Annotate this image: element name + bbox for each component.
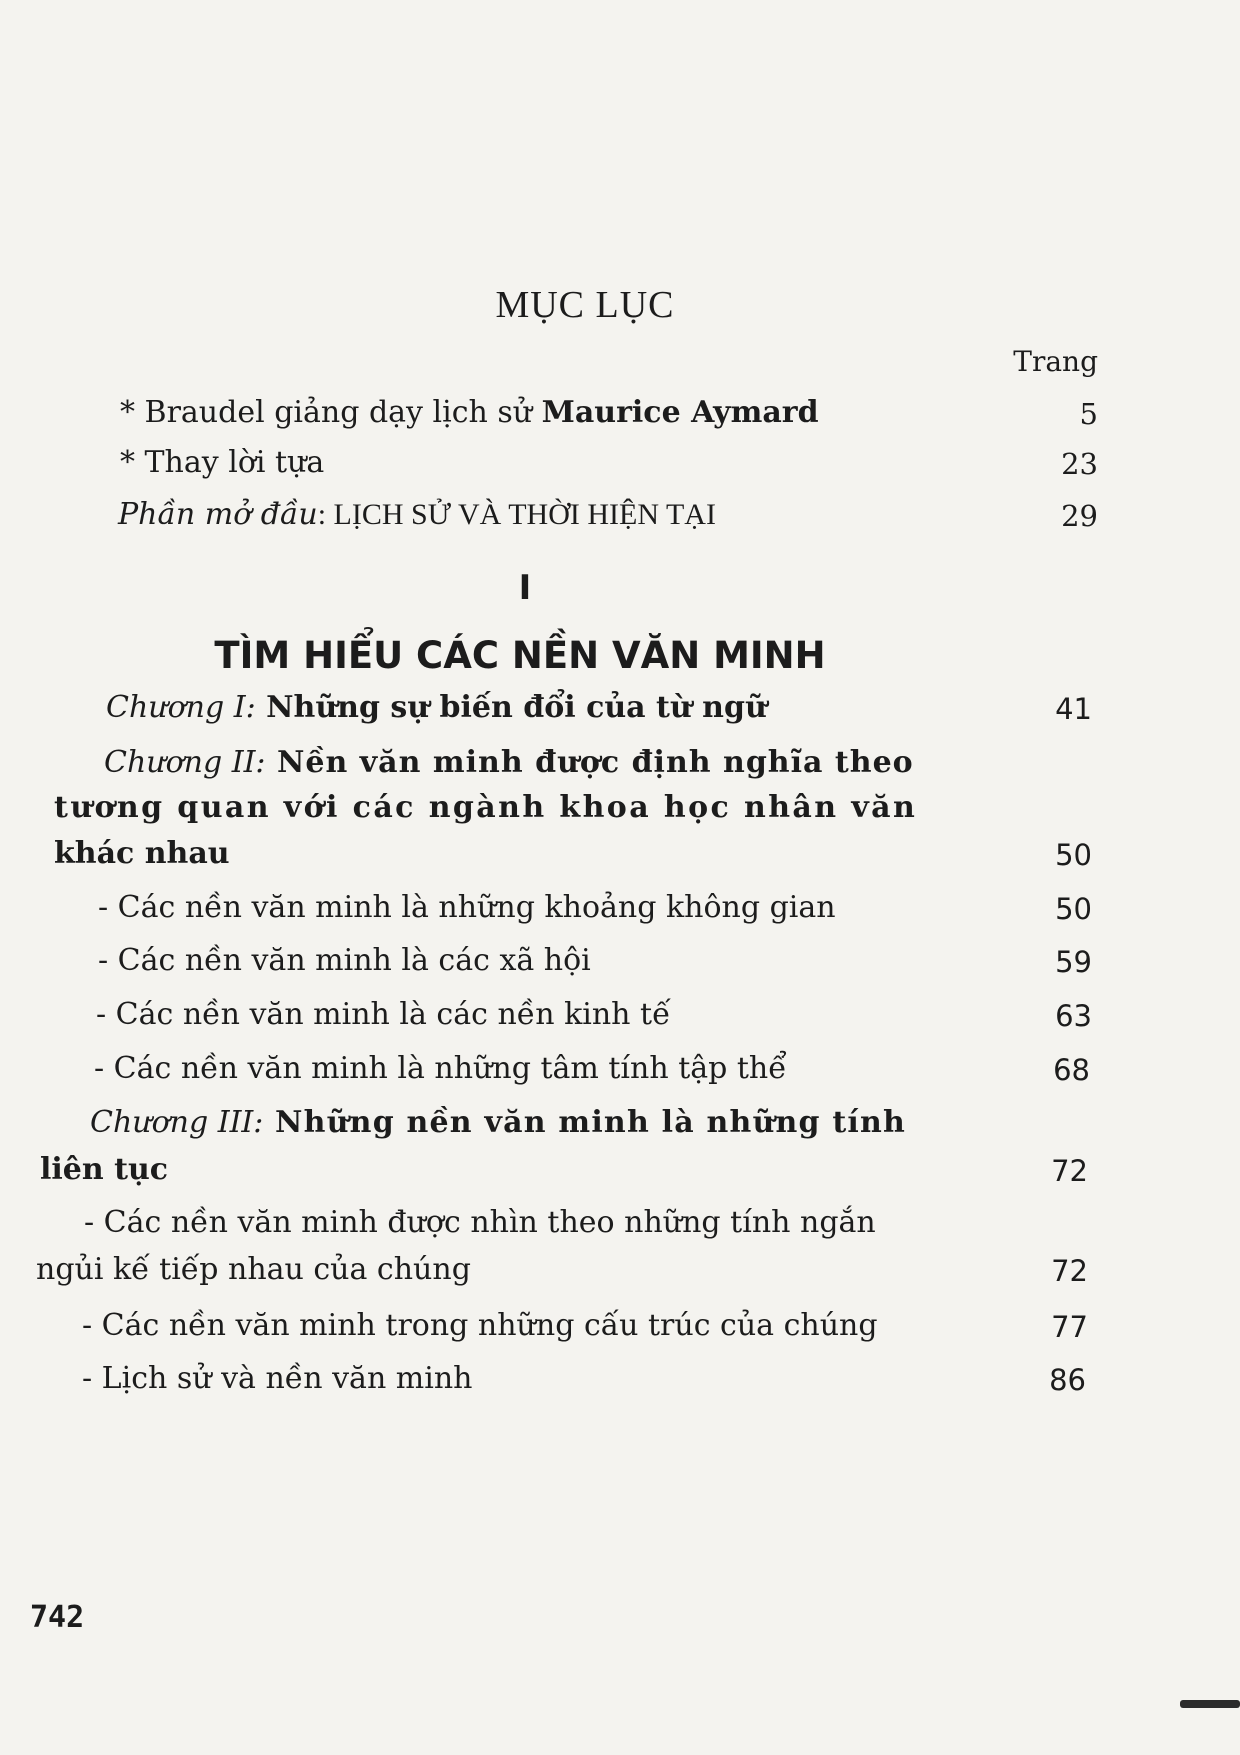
toc-chapter-3-line2 (0, 1152, 1240, 1196)
section-text-cont: ngủi kế tiếp nhau của chúng (36, 1252, 471, 1287)
toc-entry-page: 29 (1061, 499, 1098, 533)
page-folio: 742 (30, 1600, 85, 1635)
scan-smudge (1180, 1700, 1240, 1708)
section-page: 68 (1053, 1053, 1090, 1087)
toc-section-cont (0, 1252, 1240, 1296)
toc-chapter-1[interactable] (0, 690, 1240, 734)
section-text: - Các nền văn minh là những tâm tính tập thể (94, 1051, 787, 1086)
section-page: 72 (1051, 1254, 1088, 1288)
chapter-2-page: 50 (1055, 838, 1092, 872)
section-page: 63 (1055, 999, 1092, 1033)
chapter-1-text: Chương I: Những sự biến đổi của từ ngữ (106, 690, 767, 725)
page-column-header: Trang (1013, 345, 1098, 378)
toc-entry[interactable] (0, 395, 1240, 439)
chapter-3-text-end: liên tục (40, 1152, 169, 1187)
chapter-2-text-cont: tương quan với các ngành khoa học nhân văn (54, 790, 918, 825)
section-text: - Các nền văn minh là các xã hội (98, 943, 591, 978)
section-text: - Các nền văn minh là các nền kinh tế (96, 997, 671, 1032)
chapter-3-text: Chương III: Những nền văn minh là những tính (90, 1105, 907, 1140)
toc-section[interactable] (0, 1205, 1240, 1249)
section-page: 86 (1049, 1363, 1086, 1397)
toc-chapter-2-line3 (0, 836, 1240, 880)
toc-entry-text: * Thay lời tựa (120, 445, 325, 480)
toc-entry[interactable] (0, 497, 1240, 541)
part-title: TÌM HIỂU CÁC NỀN VĂN MINH (214, 634, 826, 677)
toc-entry-text: Phần mở đầu: LỊCH SỬ VÀ THỜI HIỆN TẠI (118, 497, 716, 532)
section-page: 77 (1051, 1310, 1088, 1344)
section-page: 59 (1055, 945, 1092, 979)
section-text: - Lịch sử và nền văn minh (82, 1361, 473, 1396)
part-number: I (518, 568, 532, 608)
toc-section[interactable] (0, 1361, 1240, 1405)
toc-section[interactable] (0, 943, 1240, 987)
toc-chapter-3-line1[interactable] (0, 1105, 1240, 1149)
toc-section[interactable] (0, 997, 1240, 1041)
toc-section[interactable] (0, 1051, 1240, 1095)
section-page: 50 (1055, 892, 1092, 926)
toc-entry-page: 23 (1061, 447, 1098, 481)
section-text: - Các nền văn minh trong những cấu trúc của chúng (82, 1308, 878, 1343)
chapter-2-text-end: khác nhau (54, 836, 230, 871)
chapter-3-page: 72 (1051, 1154, 1088, 1188)
chapter-1-page: 41 (1055, 692, 1092, 726)
section-text: - Các nền văn minh được nhìn theo những tính ngắn (84, 1205, 876, 1240)
toc-entry-text: * Braudel giảng dạy lịch sử Maurice Aymard (120, 395, 819, 430)
toc-section[interactable] (0, 890, 1240, 934)
toc-entry[interactable] (0, 445, 1240, 489)
toc-entry-page: 5 (1079, 397, 1098, 431)
section-text: - Các nền văn minh là những khoảng không gian (98, 890, 836, 925)
chapter-2-text: Chương II: Nền văn minh được định nghĩa theo (104, 745, 914, 780)
toc-title: MỤC LỤC (495, 284, 675, 326)
toc-section[interactable] (0, 1308, 1240, 1352)
toc-chapter-2-line1[interactable] (0, 745, 1240, 789)
toc-chapter-2-line2 (0, 790, 1240, 834)
